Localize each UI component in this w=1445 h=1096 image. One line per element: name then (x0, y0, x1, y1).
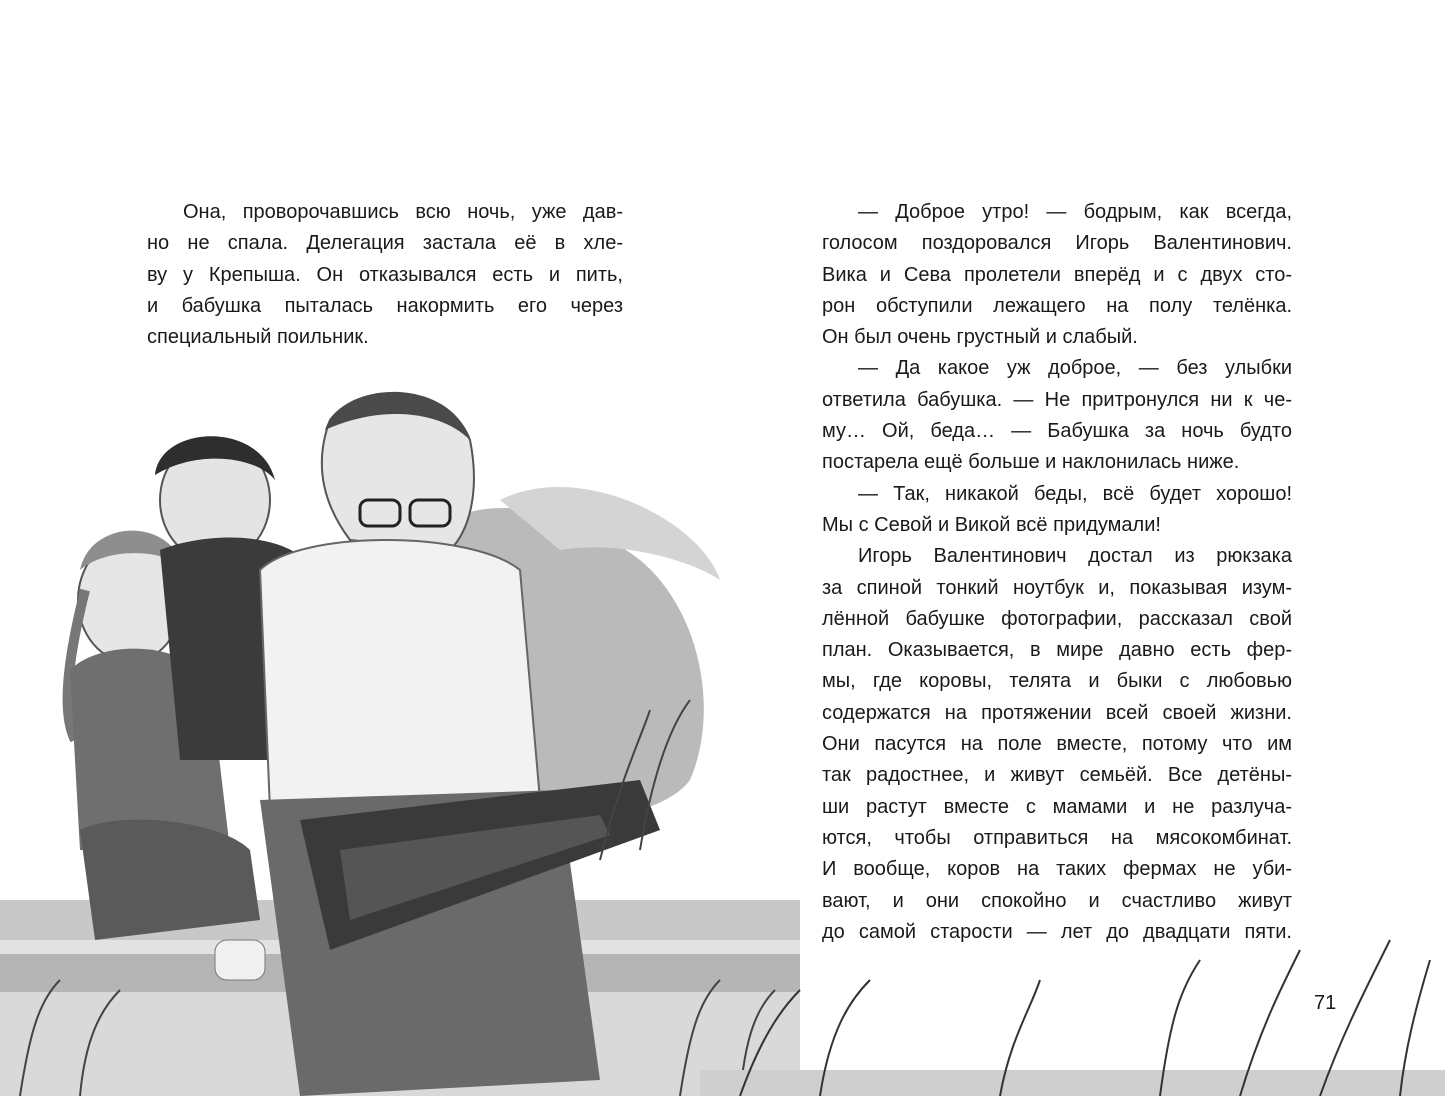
text-line: Он был очень грустный и слабый. (822, 326, 1138, 349)
text-line: ву у Крепыша. Он отказывался есть и пить, (147, 263, 623, 286)
text-line: Мы с Севой и Викой всё придумали! (822, 513, 1161, 536)
text-line: голосом поздоровался Игорь Валентинович. (822, 232, 1292, 255)
text-line: — Да какое уж доброе, — без улыбки (858, 357, 1292, 380)
text-line: ются, чтобы отправиться на мясокомбинат. (822, 826, 1292, 849)
text-line: мы, где коровы, телята и быки с любовью (822, 670, 1292, 693)
text-line: му… Ой, беда… — Бабушка за ночь будто (822, 420, 1292, 443)
text-line: ответила бабушка. — Не притронулся ни к че- (822, 388, 1292, 411)
text-line: за спиной тонкий ноутбук и, показывая изум- (822, 576, 1292, 599)
text-line: и бабушка пыталась накормить его через (147, 294, 623, 317)
text-line: лённой бабушке фотографии, рассказал свой (822, 607, 1292, 630)
page-number: 71 (1314, 992, 1337, 1014)
text-line: содержатся на протяжении всей своей жизни. (822, 701, 1292, 724)
text-line: вают, и они спокойно и счастливо живут (822, 889, 1292, 912)
text-line: так радостнее, и живут семьёй. Все детёны- (822, 764, 1292, 787)
text-line: но не спала. Делегация застала её в хле- (147, 232, 623, 255)
left-page-text (147, 197, 623, 353)
text-line: Вика и Сева пролетели вперёд и с двух сто- (822, 263, 1292, 286)
text-line: — Доброе утро! — бодрым, как всегда, (858, 201, 1292, 223)
text-line: до самой старости — лет до двадцати пяти. (822, 920, 1292, 943)
text-line: И вообще, коров на таких фермах не уби- (822, 858, 1292, 881)
text-line: план. Оказывается, в мире давно есть фер- (822, 639, 1292, 662)
text-line: Игорь Валентинович достал из рюкзака (858, 545, 1292, 568)
text-line: Она, проворочавшись всю ночь, уже дав- (183, 201, 623, 223)
right-page-text (822, 197, 1292, 948)
text-line: ши растут вместе с мамами и не разлуча- (822, 795, 1292, 818)
illustration-family-laptop (0, 380, 800, 1096)
text-line: Они пасутся на поле вместе, потому что им (822, 733, 1292, 756)
text-line: постарела ещё больше и наклонилась ниже. (822, 451, 1240, 474)
text-line: рон обступили лежащего на полу телёнка. (822, 294, 1292, 317)
text-line: — Так, никакой беды, всё будет хорошо! (858, 482, 1292, 505)
text-line: специальный поильник. (147, 326, 369, 349)
